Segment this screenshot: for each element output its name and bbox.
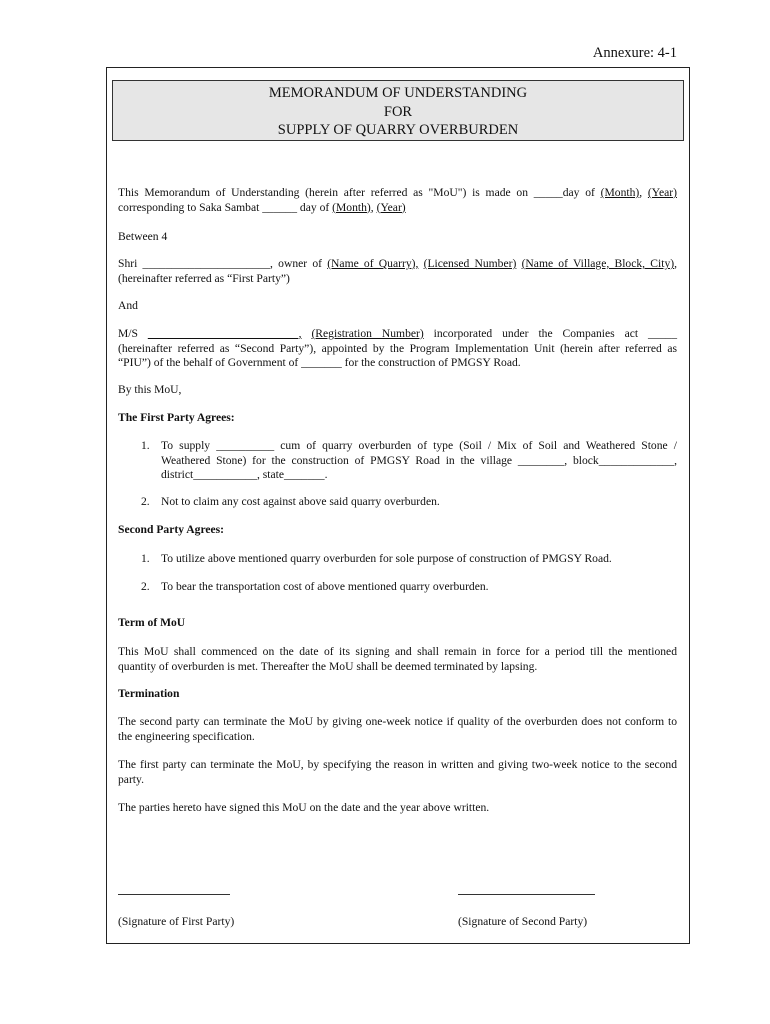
term-line-2: quantity of overburden is met. Thereafter the MoU shall be deemed terminated by lapsing. [118, 659, 538, 673]
title-line-1: MEMORANDUM OF UNDERSTANDING [268, 85, 528, 101]
intro-line-2 [118, 201, 677, 216]
termination-2-line-1: The first party can terminate the MoU, by specifying the reason in written and giving two-week notice to the second [118, 758, 677, 771]
separator: , [639, 186, 648, 199]
ms-line-1 [118, 327, 677, 342]
license-number-placeholder: (Licensed Number) [423, 257, 517, 270]
separator: , [674, 257, 678, 270]
item-number: 2. [141, 495, 150, 508]
title-line-2: FOR [383, 103, 413, 120]
termination-heading: Termination [118, 687, 180, 700]
annexure-label: Annexure: 4-1 [592, 45, 677, 61]
ms-line-3: “PIU”) of the behalf of Government of _______ for the construction of PMGSY Road. [118, 356, 521, 369]
title-box [112, 80, 684, 141]
intro-paragraph [118, 186, 677, 215]
first-party-paragraph [118, 257, 677, 286]
registration-number-placeholder: (Registration Number) [311, 327, 424, 340]
shri-line-1 [118, 257, 677, 272]
item-line: Not to claim any cost against above said quarry overburden. [161, 495, 440, 508]
shri-line-2: (hereinafter referred as “First Party”) [118, 271, 290, 285]
year-placeholder: (Year) [647, 186, 677, 199]
company-name-blank: __________________________, [147, 327, 302, 340]
second-party-signature-label: (Signature of Second Party) [458, 915, 588, 928]
second-party-paragraph [118, 327, 677, 371]
term-line-1: This MoU shall commenced on the date of its signing and shall remain in force for a period till the mentioned [118, 645, 677, 658]
month-placeholder: (Month) [332, 200, 371, 214]
year-placeholder: (Year) [376, 200, 406, 214]
ms-text: M/S [118, 327, 148, 340]
term-paragraph [118, 645, 677, 674]
shri-text: Shri ______________________, owner of [118, 257, 328, 270]
item-line: Weathered Stone) for the construction of PMGSY Road in the village ________, block_____________, [161, 453, 677, 467]
item-number: 2. [141, 580, 150, 593]
termination-2-line-2: party. [118, 772, 144, 786]
item-line: district___________, state_______. [161, 468, 328, 481]
quarry-name-placeholder: (Name of Quarry), [327, 257, 419, 270]
intro-text: This Memorandum of Understanding (herein after referred as "MoU") is made on _____day of [118, 186, 601, 199]
item-line: To bear the transportation cost of above mentioned quarry overburden. [161, 580, 489, 593]
second-party-heading: Second Party Agrees: [118, 523, 225, 536]
termination-1-line-2: the engineering specification. [118, 729, 255, 743]
intro-text: corresponding to Saka Sambat ______ day of [118, 200, 333, 214]
termination-paragraph-1 [118, 715, 677, 744]
village-placeholder: (Name of Village, Block, City) [521, 257, 675, 270]
ms-text-rest: incorporated under the Companies act _____ [423, 327, 677, 340]
termination-1-line-1: The second party can terminate the MoU by giving one-week notice if quality of the overburden does not conform to [118, 715, 677, 728]
term-heading: Term of MoU [118, 616, 186, 629]
second-party-signature-line [458, 894, 595, 895]
spacer [302, 327, 312, 340]
closing-statement: The parties hereto have signed this MoU on the date and the year above written. [118, 801, 490, 814]
first-party-heading: The First Party Agrees: [118, 411, 235, 424]
item-line: To supply __________ cum of quarry overburden of type (Soil / Mix of Soil and Weathered Stone / [161, 439, 677, 452]
first-party-signature-label: (Signature of First Party) [118, 915, 235, 928]
item-line: To utilize above mentioned quarry overburden for sole purpose of construction of PMGSY Road. [161, 552, 612, 565]
first-party-signature-line [118, 894, 230, 895]
month-placeholder: (Month) [600, 186, 640, 199]
and-label: And [118, 299, 138, 312]
termination-paragraph-2 [118, 758, 677, 787]
ms-line-2: (hereinafter referred as “Second Party”), appointed by the Program Implementation Unit (herein after referred as [118, 341, 677, 355]
item-number: 1. [141, 552, 150, 565]
separator: , [370, 200, 377, 214]
item-number: 1. [141, 439, 150, 452]
by-this-mou: By this MoU, [118, 383, 182, 396]
document-frame [106, 67, 690, 944]
title-line-3: SUPPLY OF QUARRY OVERBURDEN [277, 122, 519, 138]
intro-line-1 [118, 186, 677, 201]
between-label: Between 4 [118, 230, 168, 243]
